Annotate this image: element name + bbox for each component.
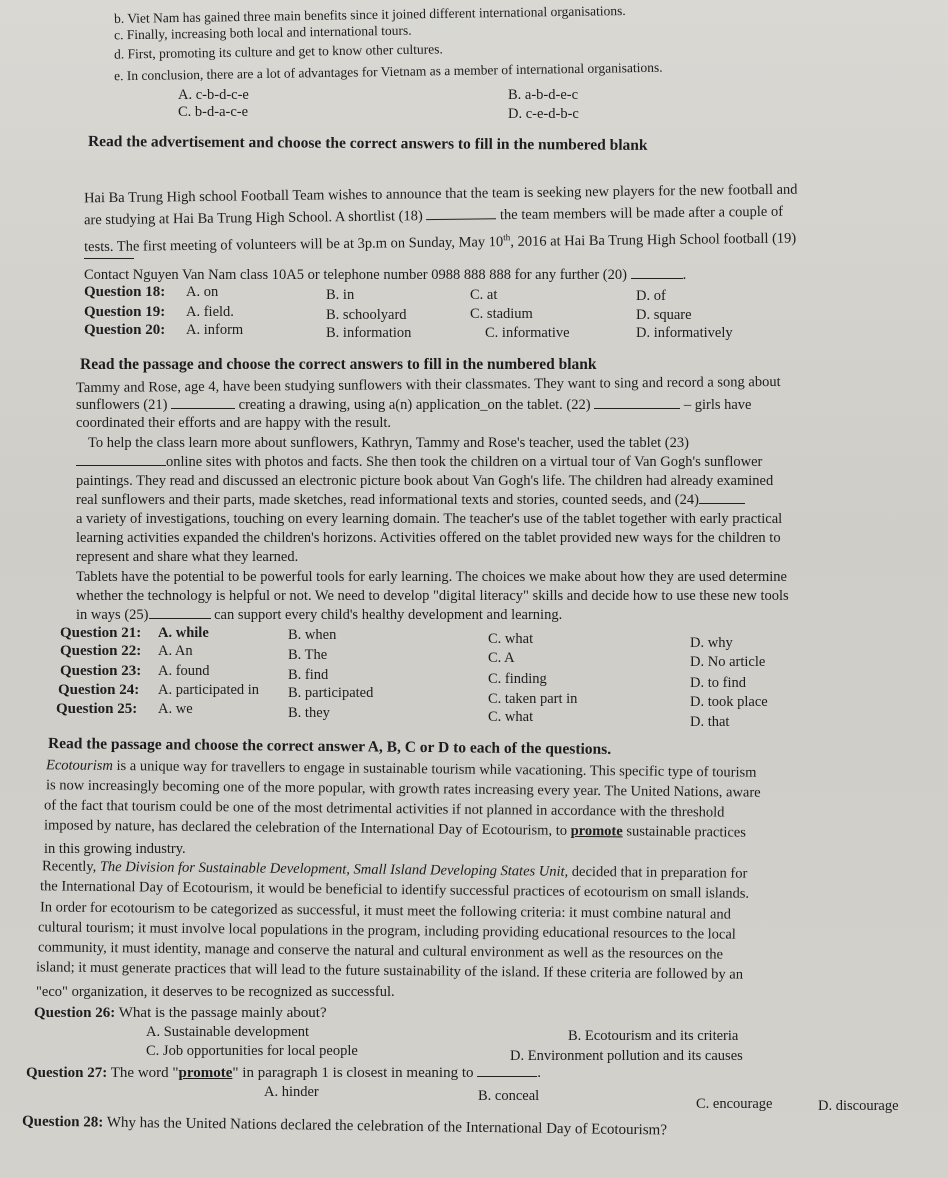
q21-option-d: D. why [690,635,733,651]
q26-option-b: B. Ecotourism and its criteria [568,1028,739,1044]
q23-option-b: B. find [288,667,329,683]
question-25-label: Question 25: [56,701,138,717]
q21-option-b: B. when [288,627,337,643]
p3-line-6: Recently, The Division for Sustainable Development, Small Island Developing States Unit, decided that in preparation for [41,858,748,882]
q25-option-c: C. what [488,709,534,725]
q25-option-d: D. that [690,714,730,730]
sentence-e: e. In conclusion, there are a lot of advantages for Vietnam as a member of international organisations. [113,59,663,84]
q18-option-d: D. of [636,288,666,304]
p2-line-10: represent and share what they learned. [76,549,299,565]
p3-line-1: Ecotourism is a unique way for travellers to engage in sustainable tourism while vacationing. This specific type of tourism [45,757,757,781]
question-21-label: Question 21: [60,625,142,641]
p3-line-9: cultural tourism; it must involve local populations in the program, including providing educational resources to the local [37,919,736,943]
p2-line-1: Tammy and Rose, age 4, have been studying sunflowers with their classmates. They want to sing and record a song about [75,373,781,397]
p3-line-11: island; it must generate practices that will lead to the future sustainability of the island. If these criteria are followed by an [35,959,744,983]
sentence-b: b. Viet Nam has gained three main benefits since it joined different international organisations. [113,2,626,27]
p3-line-3: of the fact that tourism could be one of the most detrimental activities if not planned in accordance with the threshold [43,797,725,821]
q26-option-a: A. Sustainable development [146,1024,310,1040]
p2-line-11: Tablets have the potential to be powerful tools for early learning. The choices we make about how they are used determine [76,569,787,585]
ad-line-2: are studying at Hai Ba Trung High School. A shortlist (18) the team members will be made after a couple of [83,203,784,229]
q18-option-b: B. in [326,287,355,303]
q20-option-d: D. informatively [636,325,733,341]
q24-option-b: B. participated [288,685,374,701]
order-option-a: A. c-b-d-c-e [178,87,249,103]
q24-option-d: D. took place [690,694,768,710]
p3-line-5: in this growing industry. [44,841,186,857]
q24-option-c: C. taken part in [488,691,578,707]
question-23-label: Question 23: [60,663,142,679]
q25-option-b: B. they [288,705,330,721]
question-18-label: Question 18: [84,284,166,300]
q19-option-b: B. schoolyard [326,307,407,323]
q27-option-d: D. discourage [818,1098,899,1114]
q22-option-a: A. An [158,643,193,659]
p3-line-12: "eco" organization, it deserves to be recognized as successful. [36,984,395,1000]
p2-line-2: sunflowers (21) creating a drawing, using a(n) application_on the tablet. (22) – girls have [76,397,752,413]
q20-option-a: A. inform [186,322,244,338]
p2-line-8: a variety of investigations, touching on every learning domain. The teacher's use of the tablet together with early practical [76,511,783,527]
question-28: Question 28: Why has the United Nations declared the celebration of the International Day of Ecotourism? [21,1113,668,1139]
p3-line-4: imposed by nature, has declared the celebration of the International Day of Ecotourism, to promote sustainable practices [43,817,747,841]
p3-line-8: In order for ecotourism to be categorized as successful, it must meet the following criteria: it must combine natural and [39,899,732,923]
q27-option-c: C. encourage [696,1096,773,1112]
passage-3-heading: Read the passage and choose the correct answer A, B, C or D to each of the questions. [47,735,612,758]
q20-option-b: B. information [326,325,412,341]
q26-option-d: D. Environment pollution and its causes [510,1048,743,1064]
q27-option-a: A. hinder [264,1084,319,1100]
blank-19-tail [84,258,134,259]
p2-line-6: paintings. They read and discussed an electronic picture book about Van Gogh's life. The children had already examined [76,473,774,489]
q22-option-c: C. A [488,650,515,666]
sentence-c: c. Finally, increasing both local and international tours. [113,22,412,43]
q18-option-a: A. on [186,284,219,300]
p2-line-12: whether the technology is helpful or not. We need to develop "digital literacy" skills and decide how to use these new tools [76,588,789,604]
p2-line-7: real sunflowers and their parts, made sketches, read informational texts and stories, counted seeds, and (24) [76,491,745,509]
passage-2-heading: Read the passage and choose the correct answers to fill in the numbered blank [80,356,597,373]
p2-line-3: coordinated their efforts and are happy with the result. [76,415,391,431]
question-19-label: Question 19: [84,304,166,320]
q23-option-c: C. finding [488,671,547,687]
p3-line-2: is now increasingly becoming one of the more popular, with growth rates increasing every year. The United Nations, aware [45,777,761,801]
q19-option-c: C. stadium [470,306,533,322]
q22-option-b: B. The [288,647,328,663]
ad-line-contact: Contact Nguyen Van Nam class 10A5 or telephone number 0988 888 888 for any further (20) . [84,267,687,283]
q22-option-d: D. No article [690,654,766,670]
q25-option-a: A. we [158,701,193,717]
ad-line-3: tests. The first meeting of volunteers will be at 3p.m on Sunday, May 10th, 2016 at Hai Ba Trung High School football (19) [83,230,797,256]
p2-line-13: in ways (25) can support every child's healthy development and learning. [76,607,563,623]
q21-option-c: C. what [488,631,534,647]
p2-line-4: To help the class learn more about sunflowers, Kathryn, Tammy and Rose's teacher, used the tablet (23) [88,435,689,451]
question-22-label: Question 22: [60,643,142,659]
question-26: Question 26: What is the passage mainly about? [34,1005,327,1021]
order-option-c: C. b-d-a-c-e [178,104,249,120]
q18-option-c: C. at [470,287,498,303]
order-option-b: B. a-b-d-e-c [508,87,579,103]
order-option-d: D. c-e-d-b-c [508,106,579,122]
q20-option-c: C. informative [485,325,570,341]
p2-line-9: learning activities expanded the children's horizons. Activities offered on the tablet provided new ways for the children to [76,530,781,546]
ad-line-1: Hai Ba Trung High school Football Team wishes to announce that the team is seeking new players for the new football and [83,181,798,207]
q19-option-d: D. square [636,307,692,323]
question-20-label: Question 20: [84,322,166,338]
q24-option-a: A. participated in [158,682,260,698]
advertisement-heading: Read the advertisement and choose the correct answers to fill in the numbered blank [87,133,648,154]
sentence-d: d. First, promoting its culture and get to know other cultures. [113,41,443,62]
p3-line-10: community, it must identity, manage and conserve the natural and cultural environment as well as the resources on the [37,939,724,963]
question-24-label: Question 24: [58,682,140,698]
p2-line-5: online sites with photos and facts. She then took the children on a virtual tour of Van Gogh's sunflower [76,453,762,471]
q27-option-b: B. conceal [478,1088,540,1104]
q19-option-a: A. field. [186,304,234,320]
p3-line-7: the International Day of Ecotourism, it would be beneficial to identify successful practices of ecotourism on small islands. [39,878,750,902]
question-27: Question 27: The word "promote" in paragraph 1 is closest in meaning to . [26,1065,541,1081]
q23-option-d: D. to find [690,675,746,691]
q26-option-c: C. Job opportunities for local people [146,1043,358,1059]
q21-option-a: A. while [158,625,209,641]
q23-option-a: A. found [158,663,210,679]
